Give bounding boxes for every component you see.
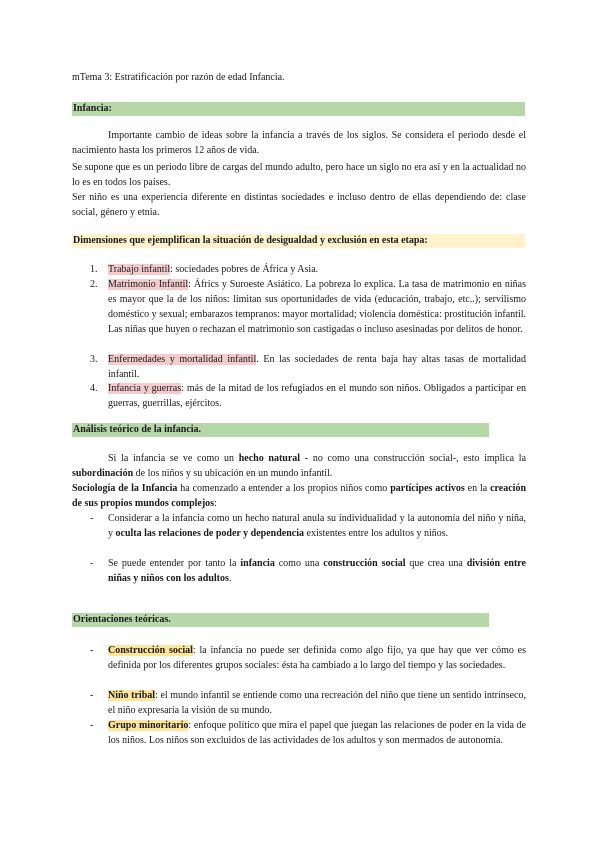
list-number: 1. [90,264,98,275]
bullet-item: Considerar a la infancia como un hecho natural anula su individualidad y la autonomía del niño y niña, y oculta las relaciones de poder y dependencia existentes entre los adultos y niños. [108,513,526,539]
paragraph-2: Se supone que es un periodo libre de cargas del mundo adulto, pero hace un siglo no era así y en la actualidad no lo es en todos los países. [72,162,526,188]
analysis-paragraph-2: Sociología de la Infancia ha comenzado a entender a los propios niños como partícipes activos en la creación de sus propios mundos complejos: [72,483,527,509]
term-highlight: Trabajo infantil [108,264,171,275]
term-highlight: Construcción social [108,645,193,656]
paragraph-1: Importante cambio de ideas sobre la infancia a través de los siglos. Se considera el periodo desde el nacimiento hasta los primeros 12 años de vida. [72,130,526,156]
term-highlight: Matrimonio Infantil [108,279,189,290]
section-heading-orientaciones: Orientaciones teóricas. [72,613,489,627]
bullet-dash: - [90,513,94,524]
term-highlight: Infancia y guerras [108,383,182,394]
bullet-item: Construcción social: la infancia no puede ser definida como algo fijo, ya que hay que ver cómo es definida por los diferentes grupos sociales: ésta ha cambiado a lo largo del tiempo y las sociedades. [108,645,526,671]
section-heading-dimensiones: Dimensiones que ejemplifican la situación de desigualdad y exclusión en esta etapa: [72,234,525,248]
document-title: mTema 3: Estratificación por razón de edad Infancia. [72,72,285,83]
bullet-item: Se puede entender por tanto la infancia como una construcción social que crea una división entre niñas y niños con los adultos. [108,558,526,584]
list-item: Matrimonio Infantil: Áfrics y Suroeste Asiático. La pobreza lo explica. La tasa de matrimonio en niñas es mayor que la de los niños: limitan sus oportunidades de vida (educación, trabajo, etc..); servilismo doméstico y sexual; embarazos tempranos: mayor mortalidad; violencia doméstica: prostitución infantil. Las niñas que huyen o rechazan el matrimonio son castigadas o incluso asesinadas por delitos de honor. [108,279,526,335]
term-highlight: Niño tribal [108,690,156,701]
list-item: Trabajo infantil: sociedades pobres de África y Asia. [108,264,319,275]
list-item: Enfermedades y mortalidad infantil. En las sociedades de renta baja hay altas tasas de mortalidad infantil. [108,354,526,380]
paragraph-3: Ser niño es una experiencia diferente en distintas sociedades e incluso dentro de ellas dependiendo de: clase social, género y etnia. [72,192,526,218]
term-highlight: Enfermedades y mortalidad infantil [108,354,257,365]
bullet-item: Niño tribal: el mundo infantil se entiende como una recreación del niño que tiene un sentido intrínseco, el niño expresaría la visión de su mundo. [108,690,526,716]
list-number: 3. [90,354,98,365]
bullet-item: Grupo minoritario: enfoque político que mira el papel que juegan las relaciones de poder en la vida de los niños. Los niños son excluidos de las actividades de los adultos y son mermados de autonomía. [108,720,526,746]
section-heading-infancia: Infancia: [72,102,525,116]
bullet-dash: - [90,720,94,731]
bullet-dash: - [90,690,94,701]
list-number: 2. [90,279,98,290]
section-heading-analisis: Análisis teórico de la infancia. [72,423,489,437]
list-number: 4. [90,383,98,394]
bullet-dash: - [90,645,94,656]
bullet-dash: - [90,558,94,569]
term-highlight: Grupo minoritario [108,720,189,731]
analysis-paragraph-1: Si la infancia se ve como un hecho natural - no como una construcción social-, esto implica la subordinación de los niños y su ubicación en un mundo infantil. [72,453,527,479]
list-item: Infancia y guerras: más de la mitad de los refugiados en el mundo son niños. Obligados a participar en guerras, guerrillas, ejércitos. [108,383,527,409]
